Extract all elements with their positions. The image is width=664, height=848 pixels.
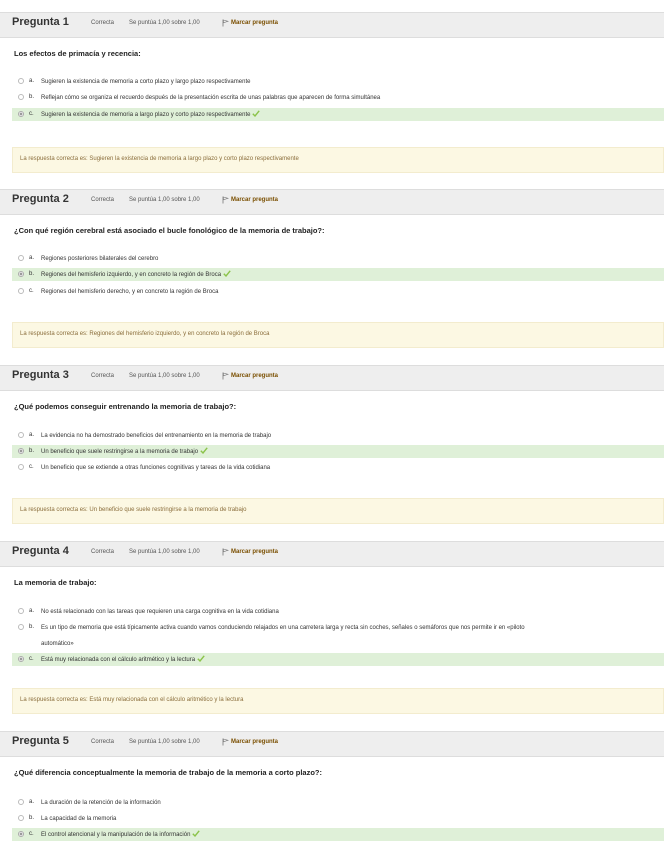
flag-label: Marcar pregunta [231,549,279,555]
question-number: 2 [62,193,69,205]
answer-letter: a. [29,608,35,614]
question-title [12,369,69,381]
question-number: 1 [62,16,69,28]
check-icon [192,830,200,837]
answer-option-b[interactable] [12,812,664,825]
radio-icon[interactable] [18,78,24,84]
question-grade: Se puntúa 1,00 sobre 1,00 [129,373,200,379]
question-text: La memoria de trabajo: [14,578,97,587]
answer-text: La capacidad de la memoria [41,816,117,822]
answer-text: Regiones del hemisferio derecho, y en concreto la región de Broca [41,289,219,295]
answer-letter: b. [29,271,35,277]
answer-letter: a. [29,432,35,438]
answer-option-c[interactable] [12,653,664,666]
flag-question-button[interactable] [222,372,278,380]
question-title [12,545,69,557]
answer-option-a[interactable] [12,429,664,442]
check-icon [223,270,231,277]
answer-letter: c. [29,288,34,294]
flag-label: Marcar pregunta [231,373,279,379]
answer-option-b[interactable] [12,268,664,281]
flag-icon [222,372,229,380]
question-text: ¿Con qué región cerebral está asociado el bucle fonológico de la memoria de trabajo?: [14,226,325,235]
flag-icon [222,738,229,746]
radio-icon[interactable] [18,799,24,805]
answer-text: No está relacionado con las tareas que requieren una carga cognitiva en la vida cotidiana [41,609,279,615]
radio-icon[interactable] [18,94,24,100]
answer-text: Un beneficio que se extiende a otras funciones cognitivas y tareas de la vida cotidiana [41,465,271,471]
question-state: Correcta [91,20,115,26]
question-grade: Se puntúa 1,00 sobre 1,00 [129,197,200,203]
answer-text-continued: automático» [41,641,74,647]
question-grade: Se puntúa 1,00 sobre 1,00 [129,20,200,26]
question-number: 3 [62,369,69,381]
answer-option-c[interactable] [12,828,664,841]
radio-icon[interactable] [18,815,24,821]
question-header [0,12,664,38]
question-label: Pregunta [12,545,60,557]
answer-text: Regiones del hemisferio izquierdo, y en concreto la región de Broca [41,272,222,278]
answer-letter: c. [29,464,34,470]
question-text: Los efectos de primacía y recencia: [14,49,141,58]
flag-icon [222,196,229,204]
question-header [0,365,664,391]
question-text: ¿Qué diferencia conceptualmente la memoria de trabajo de la memoria a corto plazo?: [14,768,322,777]
radio-icon[interactable] [18,432,24,438]
question-text: ¿Qué podemos conseguir entrenando la memoria de trabajo?: [14,402,237,411]
question-label: Pregunta [12,735,60,747]
feedback-box: La respuesta correcta es: Regiones del hemisferio izquierdo, y en concreto la región de Broca [12,322,664,348]
question-title [12,193,69,205]
radio-icon[interactable] [18,831,24,837]
question-header [0,541,664,567]
answer-option-b[interactable] [12,445,664,458]
radio-icon[interactable] [18,608,24,614]
feedback-box: La respuesta correcta es: Sugieren la existencia de memoria a largo plazo y corto plazo respectivamente [12,147,664,173]
question-grade: Se puntúa 1,00 sobre 1,00 [129,739,200,745]
question-header [0,731,664,757]
radio-icon[interactable] [18,448,24,454]
answer-option-a[interactable] [12,252,664,265]
answer-option-c[interactable] [12,108,664,121]
question-label: Pregunta [12,369,60,381]
answer-text: El control atencional y la manipulación de la información [41,832,191,838]
answer-text: La evidencia no ha demostrado beneficios del entrenamiento en la memoria de trabajo [41,433,272,439]
radio-icon[interactable] [18,624,24,630]
radio-icon[interactable] [18,255,24,261]
answer-letter: a. [29,255,35,261]
question-state: Correcta [91,549,115,555]
feedback-box: La respuesta correcta es: Un beneficio que suele restringirse a la memoria de trabajo [12,498,664,524]
answer-letter: c. [29,111,34,117]
answer-option-b[interactable] [12,91,664,104]
question-label: Pregunta [12,193,60,205]
answer-letter: a. [29,78,35,84]
answer-letter: c. [29,831,34,837]
radio-icon[interactable] [18,288,24,294]
answer-letter: b. [29,448,35,454]
answer-letter: b. [29,94,35,100]
check-icon [200,447,208,454]
radio-icon[interactable] [18,656,24,662]
answer-letter: b. [29,815,35,821]
check-icon [252,110,260,117]
answer-text: Es un tipo de memoria que está típicamente activa cuando vamos conduciendo relajados en una carretera larga y recta sin coches, señales o semáforos que nos permite ir en «piloto [41,625,525,631]
radio-icon[interactable] [18,271,24,277]
answer-option-a[interactable] [12,605,664,618]
answer-option-c[interactable] [12,285,664,298]
flag-label: Marcar pregunta [231,20,279,26]
answer-text: La duración de la retención de la información [41,800,161,806]
question-grade: Se puntúa 1,00 sobre 1,00 [129,549,200,555]
answer-text: Reflejan cómo se organiza el recuerdo después de la presentación escrita de unas palabras que aparecen de forma simultánea [41,95,381,101]
answer-letter: c. [29,656,34,662]
question-title [12,16,69,28]
question-state: Correcta [91,373,115,379]
flag-question-button[interactable] [222,548,278,556]
question-label: Pregunta [12,16,60,28]
question-title [12,735,69,747]
answer-option-b[interactable] [12,621,664,651]
answer-option-a[interactable] [12,796,664,809]
answer-text: Sugieren la existencia de memoria a corto plazo y largo plazo respectivamente [41,79,251,85]
answer-option-c[interactable] [12,461,664,474]
flag-icon [222,19,229,27]
radio-icon[interactable] [18,111,24,117]
answer-letter: b. [29,624,35,630]
check-icon [197,655,205,662]
flag-label: Marcar pregunta [231,197,279,203]
flag-icon [222,548,229,556]
answer-text: Sugieren la existencia de memoria a largo plazo y corto plazo respectivamente [41,112,251,118]
question-state: Correcta [91,739,115,745]
flag-label: Marcar pregunta [231,739,279,745]
flag-question-button[interactable] [222,196,278,204]
answer-text: Está muy relacionada con el cálculo aritmético y la lectura [41,657,196,663]
question-header [0,189,664,215]
question-state: Correcta [91,197,115,203]
answer-option-a[interactable] [12,75,664,88]
answer-text: Un beneficio que suele restringirse a la memoria de trabajo [41,449,199,455]
radio-icon[interactable] [18,464,24,470]
feedback-box: La respuesta correcta es: Está muy relacionada con el cálculo aritmético y la lectura [12,688,664,714]
answer-text: Regiones posteriores bilaterales del cerebro [41,256,159,262]
question-number: 4 [62,545,69,557]
question-number: 5 [62,735,69,747]
flag-question-button[interactable] [222,19,278,27]
flag-question-button[interactable] [222,738,278,746]
answer-letter: a. [29,799,35,805]
